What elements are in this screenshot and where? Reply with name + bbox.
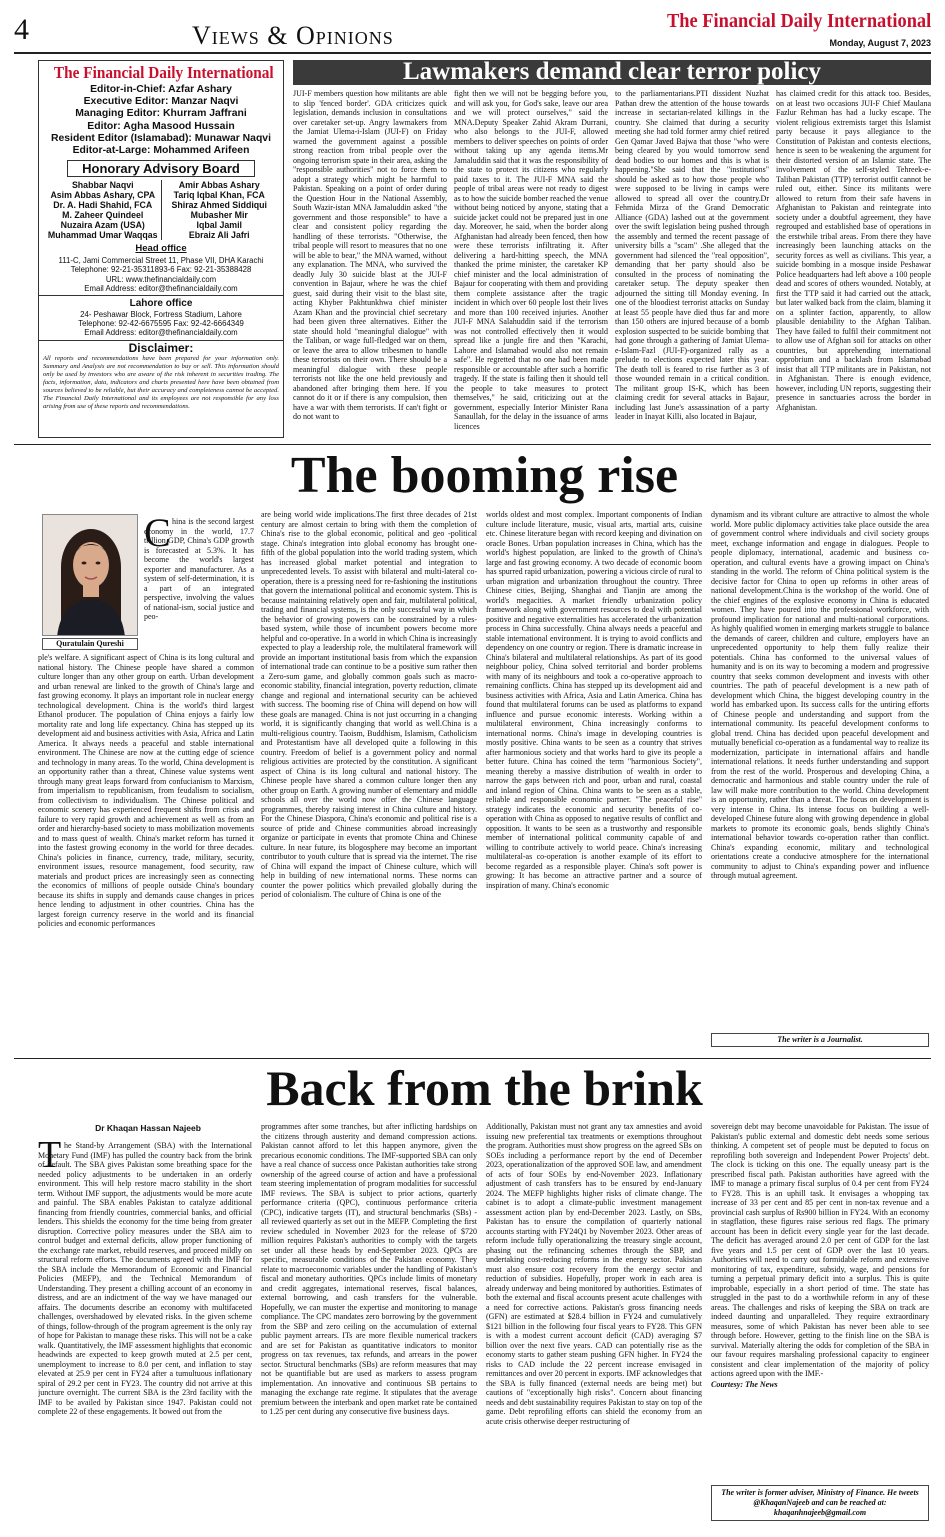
address-line: Telephone: 92-21-35311893-6 Fax: 92-21-35388428 [70, 265, 252, 275]
article2-column-2 [261, 1122, 477, 1527]
section-title: Views & Opinions [192, 21, 394, 50]
address-line: 24- Peshawar Block, Fortress Stadium, Lahore [80, 310, 242, 320]
header-rule [14, 52, 931, 54]
editor-line: Editor-at-Large: Mohammed Arifeen [72, 145, 250, 157]
advisor-name: Nuzaira Azam (USA) [60, 220, 145, 231]
advisory-board [45, 180, 277, 240]
author-portrait-image [43, 515, 138, 636]
article2-column-3 [486, 1122, 702, 1527]
article1-column-3 [486, 510, 702, 1053]
page-number: 4 [14, 13, 29, 46]
advisor-name: Shiraz Ahmed Siddiqui [171, 200, 267, 211]
address-line: Email Address: editor@thefinancialdaily.com [84, 283, 238, 293]
article1-intro [144, 510, 254, 653]
advisory-left-column [45, 180, 162, 240]
editorial-column-4 [776, 89, 931, 438]
article1-text: ple's welfare. A significant aspect of China is its long cultural and national history. The Chinese people have shared a common culture longer than any other group on earth. Urban development and urban renewal are linked to the growth of China's large and fast growing economy. It plays an important role in nuclear energy technological development. China is the world's third largest Ethanol producer. The population of China enjoys a fairly low mortality rate and long life expectancy. China has stepped up its development aid and business activities with Asia, Africa and Latin America. It always needs a peaceful and stable international environment. The Chinese are now at the cutting edge of science and technology in many areas. To the world, China development is an opportunity rather than a threat, Chinese value systems went through many great leaps forward from confucianism to Marxism, from imperialism to republicanism, from feudalism to socialism, from collectivism to individualism. The Chinese political and economic scenery has experienced frequent shifts from crisis and failure to very rapid growth and achievement as well as from an order and hierarchy-based society to mass mobilization movements and to mass quest of wealth. China's market reform has turned it into the fastest growing economy in the world for three decades. China's policies in finance, currency, trade, military, security, environment issues, resource management, food security, raw materials and product prices are increasingly seen as connecting the economics of millions of people outside China's boundary because its shifts in supply and demands cause changes in prices hence lending to adjustment in other countries. China has the largest foreign currency reserve in the world and its financial policies and economic performances [38, 653, 254, 928]
advisor-name: Shabbar Naqvi [71, 180, 134, 191]
editorial-column-3 [615, 89, 769, 438]
editor-line: Managing Editor: Khurram Jaffrani [75, 108, 247, 120]
head-office-title: Head office [135, 243, 187, 255]
author-caption: Quratulain Qureshi [42, 638, 138, 650]
article1-text: hina is the second largest economy in the world, 17.7 trillion GDP, China's GDP growth is forecasted at 5.3%. It has become the world's largest exporter and manufacturer. As a system of self-determination, it is a part of an integrated perspective, involving the values of national-ism, social justice and peo- [144, 517, 254, 621]
article1-writer-note: The writer is a Journalist. [711, 1033, 929, 1047]
article2-column-1 [38, 1134, 252, 1527]
advisor-name: M. Zaheer Quindeel [62, 210, 144, 221]
advisor-name: Iqbal Jamil [196, 220, 242, 231]
article2-headline: Back from the brink [266, 1060, 703, 1116]
masthead-title: The Financial Daily International [53, 63, 274, 82]
head-office-address [39, 256, 283, 293]
article2-dropcap: T [38, 1134, 62, 1176]
masthead-box [38, 60, 284, 438]
address-line: Email Address: editor@thefinancialdaily.com [84, 328, 238, 338]
article2-text: sovereign debt may become unavoidable for Pakistan. The issue of Pakistan's public external and domestic debt needs some serious thinking. A competent set of people must be deputed to focus on reprofiling both sovereign and Independent Power Projects' debt. The clock is ticking on this one. The equally uneasy part is the prescribed fiscal path. Pakistan authorities have agreed with the IMF to manage a primary fiscal surplus of 0.4 per cent from FY24 to FY28. This is an uphill task. It envisages a whopping tax increase of 33 per cent and 85 per cent in non-tax revenue and a provincial cash surplus of Rs900 billion in FY24. With an economy in stagflation, these figures raise serious red flags. The primary account has been in deficit every single year for the last decade. The deficit has averaged around 2.0 per cent of GDP for the last five years and 1.5 per cent of GDP over the last 10 years. Authorities will need to carry out formidable reform and extensive monitoring of tax, expenditure, subsidy, wage, and pensions for turning a perpetual primary deficit into a surplus. This is quite improbable, especially in a short period of time. The state has struggled in the past to do a worthwhile reform in any of these areas. The challenges and risks of keeping the SBA on track are indeed daunting and unparalleled. They require extraordinary measures, some of which Pakistan has never been able to see through before. However, getting to the finish line on the SBA is survival. Materially altering the odds for completion of the SBA in our favour requires marshaling professional capacity to engineer consistent and clear implementation of the majority of policy actions agreed upon with the IMF.- [711, 1122, 929, 1378]
editorial-text: fight then we will not be begging before you, and will ask you, for God's sake, leave our area and we will protect ourselves," said the MNA.Deputy Speaker Zahid Akram Durrani, who also belongs to the JUI-F, allowed members to deliver speeches on points of order without taking up any agenda items.Mr Jamaluddin said that it was the responsibility of the state to protect its citizens who regularly paid taxes to it. The JUI-F MNA said the people of tribal areas were not ready to digest as to how the suicide bomber reached the venue without being noticed by anyone, stating that a suicide jacket could not be prepared just in one day. Moreover, he said, when the border along Afghanistan had already been fenced, then how were these terrorists infiltrating it. After delivering a hard-hitting speech, the MNA thanked the prime minister, the caretaker KP chief minister and the local administration of Bajaur for cooperating with them and providing them complete assistance after the tragic incident in which over 60 people lost their lives and more than 100 received injuries. Another JUI-F MNA Salahuddin said if the terrorism was not controlled effectively then it would spread like a jungle fire and then "Karachi, Lahore and Islamabad would also not remain safe". He regretted that no one had been made responsible or accountable after such a horrific tragedy. If the state is failing then it should tell the people to take measures to protect themselves," he said, criticizing out at the government, especially Interior Minister Rana Sanaullah, for the delay in the issuance of arms licences [454, 89, 608, 431]
article1-column-4 [711, 510, 929, 1030]
advisor-name: Mubasher Mir [190, 210, 248, 221]
address-line: URL: www.thefinancialdaily.com [105, 274, 217, 284]
editorial-text: JUI-F members question how militants are able to slip 'fenced border'. GDA criticizes quick legislation, demands inclusion in consultations over caretaker set-up. Angry lawmakers from the Jamiat Ulema-i-Islam (JUI-F) on Friday warned the government against a possible strong reaction from tribal people over the ongoing terrorism spate in their area, asking the "responsible authorities" not to force them to adopt a strategy which might be harmful to Pakistan. Speaking on a point of order during the Question Hour in the National Assembly, South Wazir-istan MNA Jamaluddin asked "the government and those responsible" to have a clear and consistent policy regarding the handling of these terrorists. "Otherwise, the tribal people will resort to measures that no one will be able to bear," the MNA warned, without any explanation. The MNA, who survived the deadly July 30 suicide blast at the JUI-F convention in Bajaur, where he was the chief guest, said during their visit to the blast site, acting Khyber Pakhtunkhwa chief minister Azam Khan and the provincial chief secretary had been given three alternatives. Either the state should hold "meaningful dialogue" with the Taliban, or wage full-fledged war on them, or leave the area to allow tribesmen to handle these terrorists on their own. There should be a meaningful dialogue with these people terrorists not like the one held previously and abandoned after bringing them here. If you cannot do it or if there is any compulsion, then have a war with them terrorists. If can't fight or do not want to [293, 89, 447, 421]
section-rule [14, 444, 931, 445]
disclaimer-text: All reports and recommendations have been prepared for your information only. Summary and Analysis are not recommendation to buy or sell. This information should only be used by investors who are aware of the risk inherent in securities trading. The facts, information, data, indicators and charts presented here have been obtained from sources believed to be reliable, but their accuracy and completeness cannot be accepted. The Financial Daily International and its employees are not responsible for any loss arising from use of these reports and recommendations. [43, 354, 279, 410]
editor-line: Editor: Agha Masood Hussain [87, 120, 235, 132]
article1-headline: The booming rise [290, 447, 679, 504]
advisory-right-column [162, 180, 278, 240]
article1-column-1 [38, 653, 254, 1053]
advisory-title: Honorary Advisory Board [67, 160, 255, 177]
lahore-office-address [39, 310, 283, 338]
address-line: 111-C, Jami Commercial Street 11, Phase VII, DHA Karachi [58, 256, 264, 266]
editors-list [39, 84, 283, 157]
author-photo [42, 514, 138, 636]
article2-courtesy: Courtesy: The News [711, 1379, 778, 1389]
address-line: Telephone: 92-42-6675595 Fax: 92-42-6664349 [78, 319, 244, 329]
article1-text: are being world wide implications.The first three decades of 21st century are almost certain to bring with them the completion of China's rise to the global economic, political and geo -political stage. China's integration into global economy has brought one-fifth of the global population into the world trading system, which has increased global market potential and integration to unprecedented levels. To assist with bilateral and multi-lateral co-operation, there is a pressing need for re-fashioning the institutions that govern the international political and economic system. This is because maintaining relatively open and fair, multilateral political, trading and financial systems, is the only successful way in which the behavior of growing powers can be constrained by a rules- based system, while those of incumbent powers become more helpful and co-operative. In a world in which China is increasingly expected to play a leadership role, the multilateral framework will provide an important institutional basis from which the expansion of international trade can continue to be a positive sum rather then a Zero-sum game, and globally common goals such as macro-economic stability, financial integration, poverty reduction, climate change and regional and international security can be achieved with success. The booming rise of China will depend on how will these goals are managed. China is not just occurring in a changing world, it is significantly changing that world as well.China is a multi-religious country. Taoism, Buddhism, Islamism, Catholicism and Protestantism have all developed quite a following in this country. Freedom of belief is a government policy and normal religious activities are protected by the constitution. A significant aspect of China is its long cultural and national history. The Chinese people have shared a common culture longer then any other group on Earth. A growing number of elementary and middle schools all over the world now offer the Chinese language programmes, thereby raising interest in China culture and history. For the Chinese Diaspora, China's economic and political rise is a source of pride and Chinese communities abroad increasingly organize or participate in events that promote China and Chinese culture. In near future, its blogosphere may become an important contributor to youth culture that is spread via the internet. The rise of China will expand the impact of Chinese culture, which will help in building of new international norms. These norms can counter the power politics which prevailed globally during the period of colonialism. The culture of China is one of the [261, 510, 477, 899]
section-rule [14, 1058, 931, 1059]
article1-text: dynamism and its vibrant culture are attractive to almost the whole world. More public diplomacy activities take place outside the area of government control where individuals and civil society groups meet, exchange information and engage in dialogues. People to people diplomacy, international, academic and business co-operation, and cultural events have a growing impact on China's standing in the world. The reform of China political system is the decisive factor for China to open up reforms in other areas of national development.China is the workshop of the world. One of the chief engines of the explosive economy in China is educated women. They have poured into the professional workforce, with profound implication for national and multi-national corporations. As highly qualified women in emerging markets struggle to balance the demands of career, children and culture, employers have an unprecedented opportunity to help them fully realize their potentials. China has conformed to the universal values of humanity and is on its way to becoming a modern and progressive country that seeks common development and invests with other countries. The path of peaceful development is a new path of development which China, the biggest developing country in the world has embarked upon. Its success calls for the untiring efforts of Chinese people and understanding and support from the international community. Its peaceful development conforms to global trend. China has decided upon peaceful development and mutually beneficial co-operation as a fundamental way to realize its modernization, participate in international affairs and handle international relations. It needs further understanding and support from the rest of the world. Prosperous and developing China, a democratic and harmonious and stable country under the rule of law will make more contribution to the world. China development is an opportunity, rather than a threat. The focus on development is very intense in China. Its intense focus on building a well-developed Chinese future along with growing dependence in global markets to promote its economic goals, bends slightly China's international behavior towards co-operation rather than conflict. China's expanding economic, military and technological orientations create a conducive atmosphere for the international community to adjust to China's expanding power and influence through mutual agreement. [711, 510, 929, 880]
advisor-name: Tariq Iqbal Khan, FCA [173, 190, 265, 201]
page-header [14, 8, 931, 52]
paper-title: The Financial Daily International [666, 10, 931, 32]
editorial-headline: Lawmakers demand clear terror policy [403, 58, 821, 85]
advisor-name: Asim Abbas Ashary, CPA [50, 190, 156, 201]
article2-text: he Stand-by Arrangement (SBA) with the International Monetary Fund (IMF) has pulled the country back from the brink of default. The SBA gives Pakistan some breathing space for the needed policy adjustments to be undertaken in an orderly environment. This will help restore macro stability in the short term. Without IMF support, the adjustments would be more acute and painful. The SBA enables Pakistan to catalyze additional financing from friendly countries, commercial banks, and official lenders. This shields the economy for the time being from greater disruption. Corrective policy measures under the SBA aim to control budget and external deficits, allow proper functioning of the exchange rate market, rebuild reserves, and proceed mildly on structural reform efforts. The documents agreed with the IMF for the SBA include the Memorandum of Economic and Financial Policies (MEFP), and the Technical Memorandum of Understanding. They present a chilling account of an economy in distress, and are an indictment of the way we have managed our affairs. The documents describe an economy with multifaceted challenges, overshadowed by elevated risks. In the given scheme of things, follow-through of the program agreement is the only ray of hope for Pakistan to manage these risks. This will not be a cake walk. Quantitatively, the IMF assessment highlights that economic headwinds are expected to keep growth muted at 2.5 per cent, unemployment to increase to 8.0 per cent, and inflation to stay elevated at 25.9 per cent in FY24 after a tumultuous inflationary spiral of 29.2 per cent in FY23. The country did not arrive at this juncture overnight. The current SBA is the 23rd facility with the IMF to be availed by Pakistan since 1947. Pakistan could not complete 22 of these engagements. It bowed out from the [38, 1141, 252, 1416]
article1-dropcap: C [144, 510, 171, 555]
editorial-column-1 [293, 89, 447, 438]
article2-writer-note: The writer is former adviser, Ministry of Finance. He tweets @KhaqanNajeeb and can be reached at: khaqanhnajeeb@gmail.com [711, 1485, 929, 1521]
article1-column-2 [261, 510, 477, 1053]
editor-line: Executive Editor: Manzar Naqvi [83, 96, 239, 108]
lahore-office-title: Lahore office [129, 298, 193, 310]
article2-text: programmes after some tranches, but after inflicting hardships on the citizens through austerity and demand compression actions. Pakistan cannot afford to let this happen anymore, given the precarious economic conditions. The IMF-supported SBA can only have a real chance of success once Pakistan authorities take strong ownership of the agreed course of action and have a professional team steering implementation of program modalities for successful IMF reviews. The SBA is subject to prior actions, quarterly performance criteria (QPC), continuous performance criteria (CPC), indicative targets (IT), and structural benchmarks (SBs) - all reviewed quarterly as set out in the MEFP. Completing the first review scheduled in November 2023 for the release of $720 million requires Pakistan's authorities to comply with the targets set under all these heads by end-September 2023. QPCs are specific, measurable conditions of the Pakistan economy. They relate to macroeconomic variables under the handling of Pakistan's fiscal and monetary authorities. QPCs include limits of monetary and credit aggregates, international reserves, fiscal balances, external borrowing, and cash transfers for the vulnerable. Hopefully, we can muster the expertise and monitoring to manage compliance. The CPC mandates zero borrowing by the government from the SBP and zero ceiling on the accumulation of external public payment arrears. ITs are more flexible numerical trackers and are set for Pakistan as quantitative indicators to monitor progress on tax revenues, tax refunds, and arrears in the power sector. Structural benchmarks (SBs) are reform measures that may not be quantifiable but are used as markers to assess program implementation. An innovative and continuous SB pertains to managing the exchange rate regime. It stipulates that the average premium between the interbank and open market rate be contained to 1.25 per cent during any consecutive five business days. [261, 1122, 477, 1416]
advisor-name: Ebraiz Ali Jafri [188, 230, 250, 241]
advisor-name: Amir Abbas Ashary [178, 180, 260, 191]
editorial-text: has claimed credit for this attack too. Besides, on at least two occasions JUI-F Chief Maulana Fazlur Rehman has had a lucky escape. The violent religious extremists target this Islamist party because it pays allegiance to the Constitution of Pakistan and contests elections, hence is seen to be weakening the argument for their distorted version of an Islamic state. The involvement of the self-styled Tehreek-e-Taliban Pakistan (TTP) terrorist outfit cannot be ruled out, either. Since its militants were allowed to return from their safe havens in Afghanistan to Pakistan and reintegrate into society under a doubtful agreement, they have regrouped and established base of operations in the erstwhile tribal areas. From there they have increasingly been launching attacks on the security forces as well as civilians. This year, a suicide bombing in a mosque inside Peshawar Police headquarters had left above a 100 people dead and scores of others wounded. Notably, at first the TTP said it had carried out the attack, but later walked back from the claim, blaming it on a splinter faction, apparently, to allow plausible deniability to the Afghan Taliban. They have failed to fulfil their commitment not to allow use of Afghan soil for attacks on other countries, but apprehending international opprobrium and a backlash from Islamabad insist that all TTP militants are in Pakistan, not in Afghanistan. There is enough evidence, however, including UN reports, suggesting their presence in sanctuaries across the border in Afghanistan. [776, 89, 931, 412]
issue-date: Monday, August 7, 2023 [829, 38, 931, 48]
article2-text: Additionally, Pakistan must not grant any tax amnesties and avoid issuing new preferential tax treatments or exemptions throughout the program. Authorities must show progress on the agreed SBs on SOEs including a performance report by the end of December 2023, operationalization of the approved SOE law, and amendment of acts of four SOEs by end-November 2023. Inflationary adjustment of cash transfers has to be ensured by end-January 2024. The MEFP highlights higher risks of climate change. The cabinet is to adopt a climate-public investment management assessment action plan by end-December 2023. Lastly, on SBs, Pakistan has to ensure the compilation of quarterly national accounts starting with FY24Q1 by November 2023. Other areas of reform include fully operationalizing the treasury single account, phasing out the refinancing schemes through the SBP, and undertaking cost-reducing reforms in the energy sector. Pakistan must also ensure cost recovery from the energy sector and reduction of subsidies. Hopefully, proper work in each area is already underway and being monitored by authorities. Estimates of both the external and fiscal accounts present acute challenges with a need for corrective actions. Pakistan's gross financing needs (GFN) are estimated at $28.4 billion in FY24 and cumulatively $121 billion in the following four fiscal years to FY28. This GFN is with a modest current account deficit (CAD) averaging $7 billion over the next five years. CAD can potentially rise as the economy starts to gather steam pushing GFN higher. In FY24 the risks to CAD include the 22 percent increase envisaged in remittances and over 20 percent in exports. IMF acknowledges that the SBA is fully financed (external needs are being met) but cautions of "exceptionally high risks". Concern about financing needs and debt sustainability requires Pakistan to stay on top of the game. Debt reprofiling efforts can shield the economy from an acute crisis otherwise deeper restructuring of [486, 1122, 702, 1426]
article2-column-4 [711, 1122, 929, 1480]
editor-line: Resident Editor (Islamabad): Munawar Naqvi [51, 132, 271, 144]
editorial-text: to the parliamentarians.PTI dissident Nuzhat Pathan drew the attention of the house towards increase in sectarian-related killings in the country. She claimed that during a security meeting she had told former army chief retired Gen Qamar Javed Bajwa that those "who were being cleared by you would tomorrow send dead bodies to our homes and this is what is happening."She said that the "institutions" should be asked as to how those people who were supposed to be living in camps were allowed to spread all over the country.Dr Fehmida Mirza of the Grand Democratic Alliance (GDA) lashed out at the government over the swift legislation being pushed through the assembly and termed the recent passage of university bills a "scam" .She alleged that the government had silenced the "real opposition", demanding that her party should also be consulted in the process of nominating the caretaker setup. The deputy speaker then adjourned the sitting till Monday evening. In one of the bloodiest terrorist attacks on Sunday at least 55 people have died thus far and more than 150 others are injured because of a bomb explosion suspected to be suicide bombing that had gone through a gathering of Jamiat Ulema-e-Islam-Fazl (JUI-F)-organized rally as a prelude to elections expected later this year. The death toll is feared to rise further as 3 of those wounded remain in a critical condition. The militant group IS-K, which has been claiming credit for several attacks in Bajaur, including last June's assassination of a party leader in Inayat Killi, also located in Bajaur, [615, 89, 769, 421]
article1-text: worlds oldest and most complex. Important components of Indian culture include literature, music, visual arts, martial arts, cuisine etc. Chinese literature began with record keeping and divination on oracle Bones. Urban population increases in China, which has the world's highest population, are linked to the growth of China's large and fast growing economy. A two decade of economic boom has spurred rapid urbanization, powering a vicious circle of rural to urban migration and urbanization throughout the country. Three Chinese cities, Beijing, Shanghai and Tianjin are among the world's megacities. A market friendly urbanization policy framework along with government resources to deal with potential positive and negative externalities has accelerated the urbanization process in China successfully. China always needs a peaceful and stable international environment. It is trying to avoid conflicts and dependency on one country or region. There is dramatic increase in China's bilateral and multilateral relationships. As part of its good neighbour policy, China solved territorial and border problems with many of its neighbours and took a co-operative approach to remaining conflicts. China has stepped up its development aid and business activities with Africa, Asia and Latin America. China has found that multilateral forums can be used as platforms to expand influence and pursue economic interests. Working within a multilateral environment, China increasingly conforms to international norms. China's image in developing countries is mostly positive. China wants to be seen as a country that strives after harmonious society and that works hard to give its people a better future. China has coined the term "harmonious Society", meaning thereby a massive distribution of wealth in order to narrow the gaps between rich and poor, urban and rural, coastal and inland region of China. China wants to be seen as a stable, reliable and responsible economic partner. "The peaceful rise" strategy indicates the economic and security benefits of co-operation with China as opposed to negative results of conflict and opposition. It wants to be seen as a trustworthy and responsible member of international political community capable of and willing to contribute actively to world peace. China's increasing multilateral-as co-operation is another example of its effort to become regarded as a responsible player. China's soft power is growing: It has become an attractive partner and a source of inspiration of many. China's economic [486, 510, 702, 890]
disclaimer-title: Disclaimer: [128, 340, 194, 355]
editor-line: Editor-in-Chief: Azfar Ashary [90, 84, 232, 95]
editorial-column-2 [454, 89, 608, 438]
article2-author: Dr Khaqan Hassan Najeeb [95, 1123, 201, 1133]
advisor-name: Muhammad Umar Waqqas [47, 230, 158, 241]
advisor-name: Dr. A. Hadi Shahid, FCA [53, 200, 153, 211]
